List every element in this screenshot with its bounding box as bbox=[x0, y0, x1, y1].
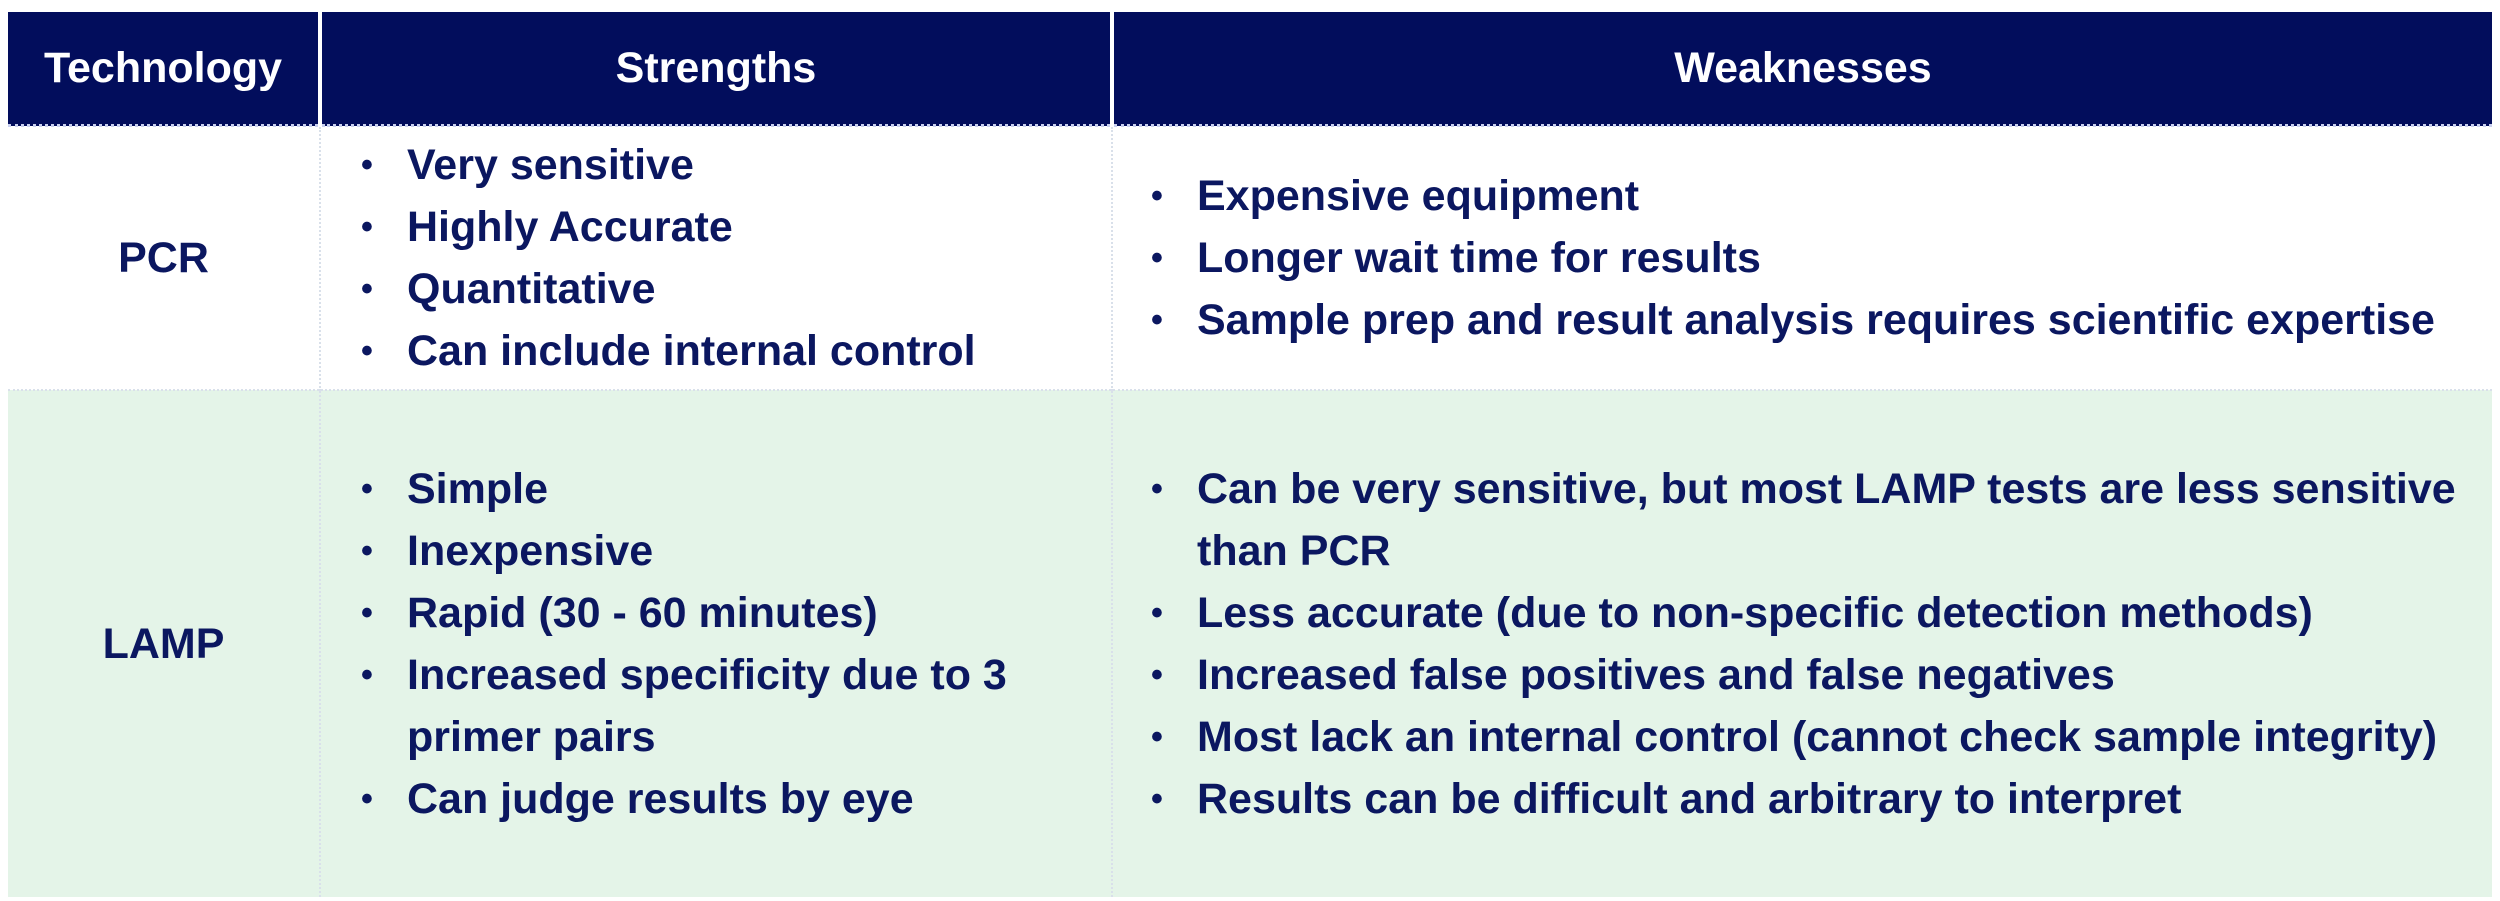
technology-cell: LAMP bbox=[8, 390, 320, 897]
weaknesses-cell bbox=[1112, 126, 2492, 391]
list-item-text: Less accurate (due to non-specific detection methods) bbox=[1197, 589, 2313, 637]
table-row-pcr bbox=[8, 126, 2492, 391]
list-item bbox=[1113, 644, 2492, 706]
list-item-text: Inexpensive bbox=[407, 527, 654, 575]
list-item-text: Rapid (30 - 60 minutes) bbox=[407, 589, 878, 637]
table-header bbox=[8, 12, 2492, 126]
list-item bbox=[321, 196, 1111, 258]
list-item-text: Can be very sensitive, but most LAMP tests are less sensitive than PCR bbox=[1197, 465, 2456, 575]
strengths-list bbox=[321, 458, 1111, 830]
list-item-text: Longer wait time for results bbox=[1197, 234, 1761, 282]
header-strengths: Strengths bbox=[320, 12, 1112, 126]
list-item-text: Highly Accurate bbox=[407, 203, 733, 251]
technology-cell: PCR bbox=[8, 126, 320, 391]
bullet-icon: • bbox=[1151, 239, 1163, 277]
bullet-icon: • bbox=[361, 532, 373, 570]
header-row bbox=[8, 12, 2492, 126]
bullet-icon: • bbox=[361, 470, 373, 508]
list-item bbox=[1113, 706, 2492, 768]
list-item bbox=[321, 768, 1111, 830]
table-row-lamp bbox=[8, 390, 2492, 897]
table-body bbox=[8, 126, 2492, 898]
list-item bbox=[321, 258, 1111, 320]
list-item-text: Sample prep and result analysis requires scientific expertise bbox=[1197, 296, 2435, 344]
list-item bbox=[1113, 289, 2492, 351]
list-item bbox=[321, 582, 1111, 644]
list-item-text: Results can be difficult and arbitrary to interpret bbox=[1197, 775, 2182, 823]
list-item-text: Simple bbox=[407, 465, 548, 513]
list-item-text: Increased false positives and false negatives bbox=[1197, 651, 2115, 699]
list-item-text: Expensive equipment bbox=[1197, 172, 1640, 220]
comparison-table bbox=[8, 12, 2492, 897]
list-item bbox=[321, 458, 1111, 520]
weaknesses-list bbox=[1113, 458, 2492, 830]
bullet-icon: • bbox=[361, 208, 373, 246]
list-item bbox=[1113, 227, 2492, 289]
list-item-text: Most lack an internal control (cannot check sample integrity) bbox=[1197, 713, 2438, 761]
list-item-text: Quantitative bbox=[407, 265, 656, 313]
bullet-icon: • bbox=[1151, 718, 1163, 756]
list-item bbox=[1113, 768, 2492, 830]
bullet-icon: • bbox=[1151, 594, 1163, 632]
weaknesses-cell bbox=[1112, 390, 2492, 897]
bullet-icon: • bbox=[361, 656, 373, 694]
bullet-icon: • bbox=[1151, 656, 1163, 694]
bullet-icon: • bbox=[361, 594, 373, 632]
bullet-icon: • bbox=[1151, 780, 1163, 818]
list-item bbox=[321, 520, 1111, 582]
list-item bbox=[321, 320, 1111, 382]
list-item-text: Very sensitive bbox=[407, 141, 694, 189]
bullet-icon: • bbox=[1151, 301, 1163, 339]
list-item bbox=[321, 134, 1111, 196]
bullet-icon: • bbox=[1151, 177, 1163, 215]
strengths-list bbox=[321, 134, 1111, 382]
strengths-cell bbox=[320, 390, 1112, 897]
list-item-text: Increased specificity due to 3 primer pairs bbox=[407, 651, 1007, 761]
bullet-icon: • bbox=[361, 332, 373, 370]
bullet-icon: • bbox=[361, 780, 373, 818]
list-item bbox=[1113, 165, 2492, 227]
list-item bbox=[1113, 458, 2492, 582]
header-technology: Technology bbox=[8, 12, 320, 126]
list-item bbox=[321, 644, 1111, 768]
list-item-text: Can judge results by eye bbox=[407, 775, 914, 823]
strengths-cell bbox=[320, 126, 1112, 391]
bullet-icon: • bbox=[1151, 470, 1163, 508]
bullet-icon: • bbox=[361, 270, 373, 308]
list-item-text: Can include internal control bbox=[407, 327, 976, 375]
list-item bbox=[1113, 582, 2492, 644]
header-weaknesses: Weaknesses bbox=[1112, 12, 2492, 126]
weaknesses-list bbox=[1113, 165, 2492, 351]
bullet-icon: • bbox=[361, 146, 373, 184]
